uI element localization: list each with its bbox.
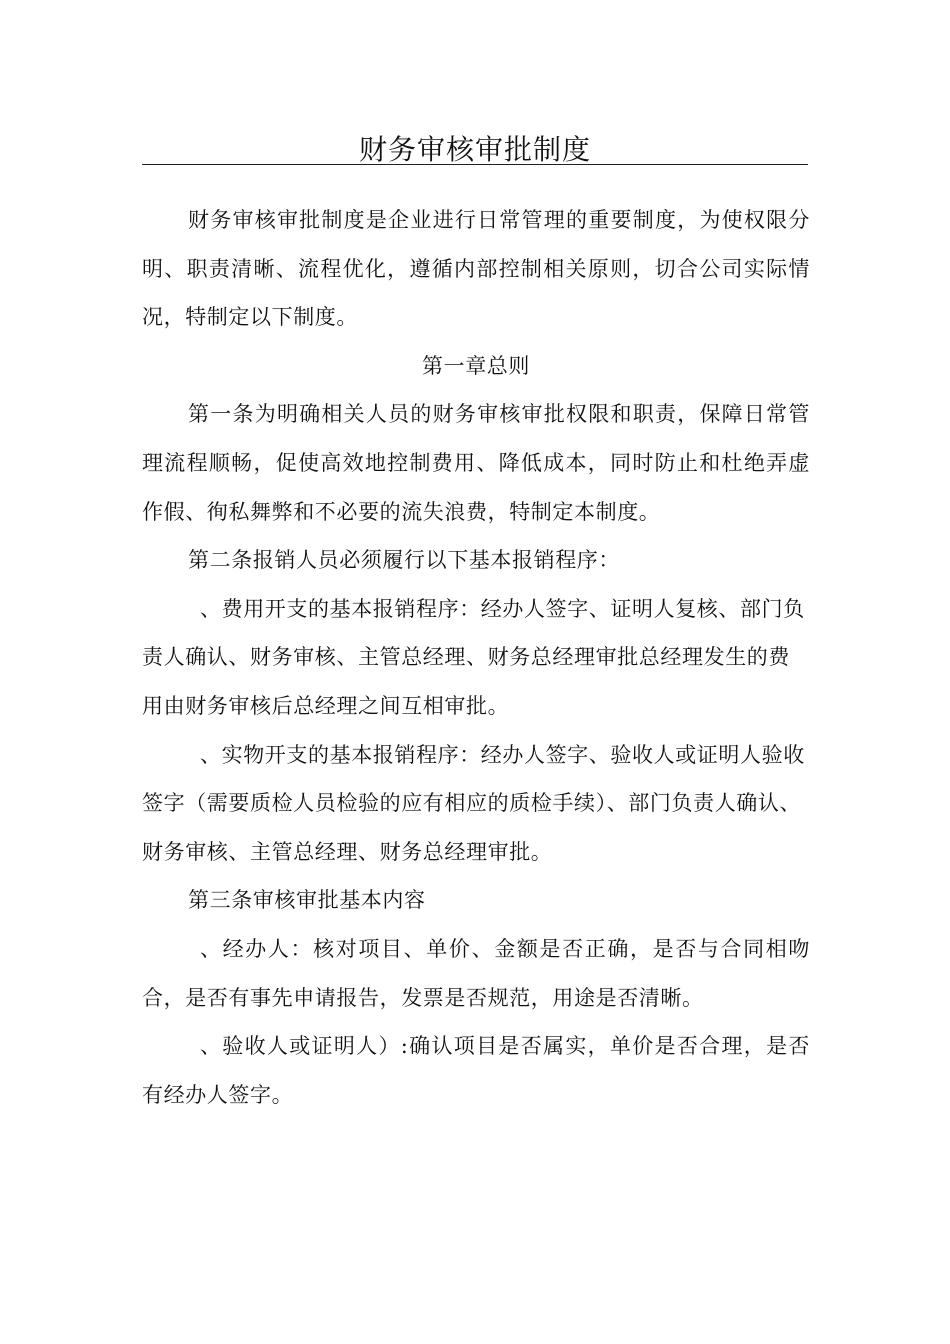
article-1-paragraph: 第一条为明确相关人员的财务审核审批权限和职责，保障日常管理流程顺畅，促使高效地控制费用、降低成本，同时防止和杜绝弄虚作假、徇私舞弊和不必要的流失浪费，特制定本制度。 [142,402,810,524]
document-body [142,196,810,1119]
document-title: 财务审核审批制度 [358,133,591,166]
article-2-item-1: 、费用开支的基本报销程序：经办人签字、证明人复核、部门负责人确认、财务审核、主管总经理、财务总经理审批总经理发生的费用由财务审核后总经理之间互相审批。 [142,596,805,718]
title-underline [142,164,808,165]
article-2-item-2: 、实物开支的基本报销程序：经办人签字、验收人或证明人验收签字（需要质检人员检验的应有相应的质检手续）、部门负责人确认、财务审核、主管总经理、财务总经理审批。 [142,742,805,864]
intro-paragraph: 财务审核审批制度是企业进行日常管理的重要制度，为使权限分明、职责清晰、流程优化，遵循内部控制相关原则，切合公司实际情况，特制定以下制度。 [142,208,810,330]
article-3-item-1: 、经办人：核对项目、单价、金额是否正确，是否与合同相吻合，是否有事先申请报告，发票是否规范，用途是否清晰。 [142,936,810,1010]
chapter-heading: 第一章总则 [422,353,530,378]
article-3-item-2: 、验收人或证明人）:确认项目是否属实，单价是否合理，是否有经办人签字。 [142,1034,810,1107]
article-3-heading: 第三条审核审批基本内容 [188,888,426,913]
article-2-heading: 第二条报销人员必须履行以下基本报销程序： [188,548,620,573]
